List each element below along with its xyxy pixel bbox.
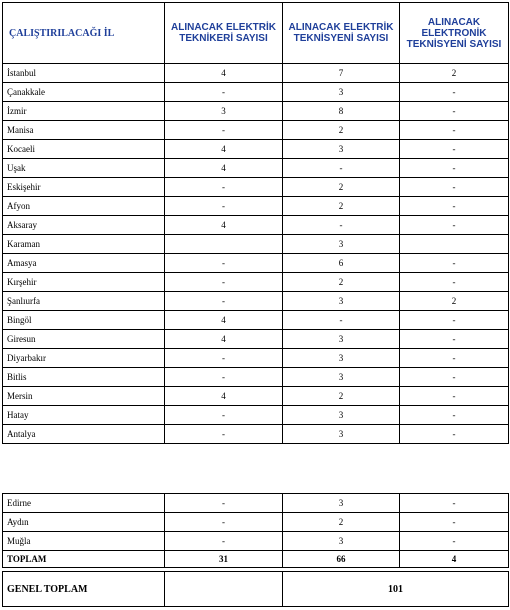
col3-cell: - — [400, 178, 509, 197]
table-row — [3, 292, 509, 311]
col3-cell: 2 — [400, 292, 509, 311]
city-cell: Kocaeli — [3, 140, 165, 159]
col3-cell: - — [400, 254, 509, 273]
city-cell: İstanbul — [3, 64, 165, 83]
table-row — [3, 121, 509, 140]
col2-cell: 3 — [283, 292, 400, 311]
table-row — [3, 235, 509, 254]
table-row — [3, 102, 509, 121]
table-row — [3, 216, 509, 235]
col2-cell: 3 — [283, 140, 400, 159]
city-cell: Eskişehir — [3, 178, 165, 197]
staff-table-part-2 — [2, 493, 509, 568]
total-col1: 31 — [165, 551, 283, 568]
table-row — [3, 368, 509, 387]
city-cell: Afyon — [3, 197, 165, 216]
total-col2: 66 — [283, 551, 400, 568]
col2-cell: 2 — [283, 273, 400, 292]
col1-cell: 4 — [165, 159, 283, 178]
col3-cell: - — [400, 387, 509, 406]
table-row — [3, 513, 509, 532]
grand-total-row — [3, 572, 509, 607]
col2-cell: 2 — [283, 121, 400, 140]
col2-cell: 3 — [283, 406, 400, 425]
col1-cell: - — [165, 83, 283, 102]
table-row — [3, 311, 509, 330]
city-cell: Aksaray — [3, 216, 165, 235]
col1-cell: 4 — [165, 311, 283, 330]
table-row — [3, 197, 509, 216]
col2-cell: - — [283, 216, 400, 235]
col2-cell: 2 — [283, 197, 400, 216]
col3-cell: - — [400, 273, 509, 292]
col1-cell: - — [165, 368, 283, 387]
col2-cell: 6 — [283, 254, 400, 273]
table-row — [3, 494, 509, 513]
col3-cell — [400, 235, 509, 254]
table-row — [3, 254, 509, 273]
city-cell: Kırşehir — [3, 273, 165, 292]
city-cell: Giresun — [3, 330, 165, 349]
total-col3: 4 — [400, 551, 509, 568]
col3-cell: - — [400, 121, 509, 140]
table-row — [3, 273, 509, 292]
col2-cell: 2 — [283, 387, 400, 406]
col2-cell: 7 — [283, 64, 400, 83]
header-city: ÇALIŞTIRILACAĞI İL — [3, 3, 165, 64]
col3-cell: - — [400, 83, 509, 102]
table-row — [3, 349, 509, 368]
city-cell: Uşak — [3, 159, 165, 178]
city-cell: Şanlıurfa — [3, 292, 165, 311]
col2-cell: 3 — [283, 425, 400, 444]
city-cell: Edirne — [3, 494, 165, 513]
grand-total-label: GENEL TOPLAM — [3, 572, 165, 607]
col3-cell: 2 — [400, 64, 509, 83]
grand-total-table — [2, 571, 509, 607]
col2-cell: 3 — [283, 330, 400, 349]
total-row — [3, 551, 509, 568]
col3-cell: - — [400, 159, 509, 178]
city-cell: İzmir — [3, 102, 165, 121]
col2-cell: 2 — [283, 513, 400, 532]
col2-cell: 3 — [283, 235, 400, 254]
col1-cell: - — [165, 273, 283, 292]
col1-cell: - — [165, 513, 283, 532]
table-row — [3, 64, 509, 83]
col3-cell: - — [400, 102, 509, 121]
city-cell: Muğla — [3, 532, 165, 551]
col2-cell: 3 — [283, 83, 400, 102]
table-row — [3, 532, 509, 551]
col1-cell: - — [165, 292, 283, 311]
col3-cell: - — [400, 406, 509, 425]
col3-cell: - — [400, 368, 509, 387]
header-row — [3, 3, 509, 64]
col1-cell: 4 — [165, 140, 283, 159]
col1-cell: - — [165, 406, 283, 425]
table-row — [3, 330, 509, 349]
col1-cell: - — [165, 425, 283, 444]
col3-cell: - — [400, 425, 509, 444]
col2-cell: 8 — [283, 102, 400, 121]
header-electronics-technician: ALINACAK ELEKTRONİK TEKNİSYENİ SAYISI — [400, 3, 509, 64]
col1-cell: - — [165, 532, 283, 551]
table-row — [3, 178, 509, 197]
city-cell: Diyarbakır — [3, 349, 165, 368]
col3-cell: - — [400, 140, 509, 159]
staff-table-part-1 — [2, 2, 509, 444]
col1-cell: - — [165, 349, 283, 368]
col1-cell: 4 — [165, 387, 283, 406]
city-cell: Manisa — [3, 121, 165, 140]
table-row — [3, 387, 509, 406]
col1-cell — [165, 235, 283, 254]
city-cell: Antalya — [3, 425, 165, 444]
col3-cell: - — [400, 197, 509, 216]
col1-cell: - — [165, 121, 283, 140]
grand-total-value: 101 — [283, 572, 509, 607]
col2-cell: 3 — [283, 494, 400, 513]
col1-cell: 4 — [165, 216, 283, 235]
city-cell: Mersin — [3, 387, 165, 406]
header-electrical-technician: ALINACAK ELEKTRİK TEKNİKERİ SAYISI — [165, 3, 283, 64]
table-row — [3, 406, 509, 425]
city-cell: Bingöl — [3, 311, 165, 330]
city-cell: Hatay — [3, 406, 165, 425]
col3-cell: - — [400, 494, 509, 513]
city-cell: Bitlis — [3, 368, 165, 387]
col3-cell: - — [400, 532, 509, 551]
col3-cell: - — [400, 311, 509, 330]
col1-cell: 3 — [165, 102, 283, 121]
page-break-gap — [0, 457, 510, 493]
col3-cell: - — [400, 216, 509, 235]
col2-cell: 3 — [283, 368, 400, 387]
col1-cell: - — [165, 494, 283, 513]
header-electrical-technician-2: ALINACAK ELEKTRİK TEKNİSYENİ SAYISI — [283, 3, 400, 64]
col2-cell: 2 — [283, 178, 400, 197]
table-row — [3, 159, 509, 178]
city-cell: Amasya — [3, 254, 165, 273]
city-cell: Karaman — [3, 235, 165, 254]
col2-cell: - — [283, 159, 400, 178]
col1-cell: - — [165, 197, 283, 216]
table-row — [3, 425, 509, 444]
col1-cell: - — [165, 254, 283, 273]
city-cell: Aydın — [3, 513, 165, 532]
col2-cell: 3 — [283, 349, 400, 368]
city-cell: Çanakkale — [3, 83, 165, 102]
col1-cell: 4 — [165, 64, 283, 83]
col3-cell: - — [400, 330, 509, 349]
col2-cell: - — [283, 311, 400, 330]
col1-cell: 4 — [165, 330, 283, 349]
table-row — [3, 83, 509, 102]
total-label: TOPLAM — [3, 551, 165, 568]
grand-total-empty — [165, 572, 283, 607]
table-row — [3, 140, 509, 159]
col3-cell: - — [400, 513, 509, 532]
col2-cell: 3 — [283, 532, 400, 551]
col3-cell: - — [400, 349, 509, 368]
col1-cell: - — [165, 178, 283, 197]
